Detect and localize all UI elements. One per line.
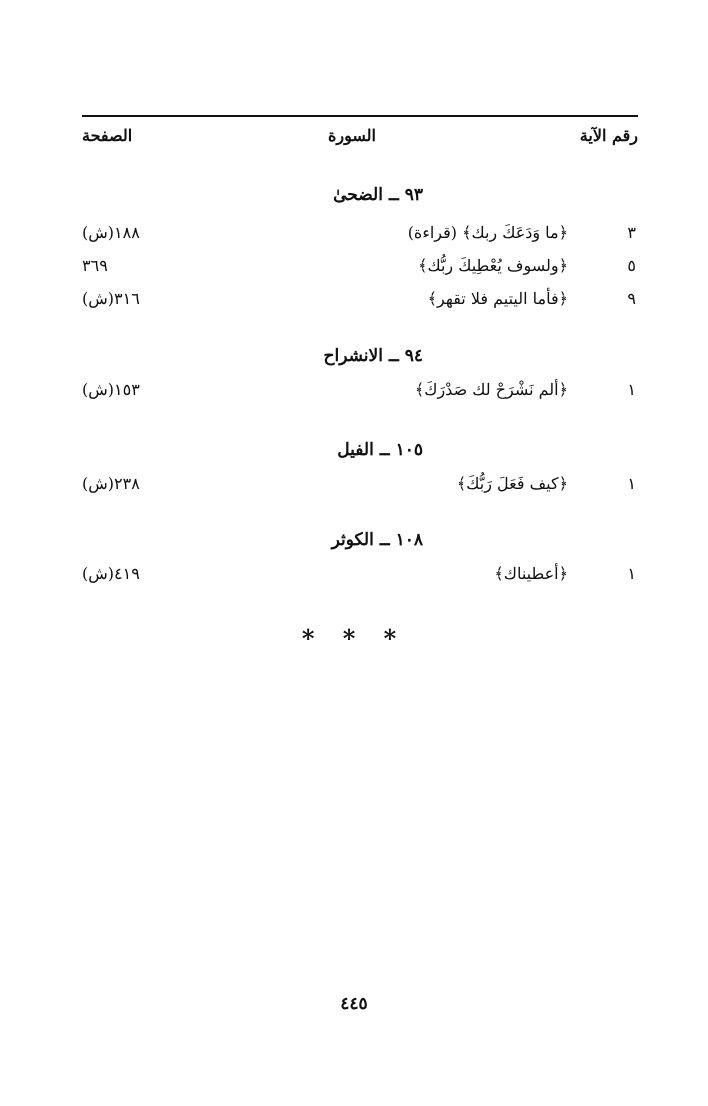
surah-title: ١٠٥ ــ الفيل bbox=[337, 440, 423, 460]
page-reference: ٣٦٩ bbox=[82, 256, 108, 275]
verse-text: ﴿كيف فَعَلَ رَبُّكَ﴾ bbox=[456, 474, 568, 493]
surah-title: ٩٤ ــ الانشراح bbox=[323, 346, 423, 366]
verse-number: ٣ bbox=[627, 223, 636, 242]
verse-number: ١ bbox=[627, 474, 636, 493]
section-separator: * * * bbox=[301, 624, 407, 653]
surah-title: ١٠٨ ــ الكوثر bbox=[331, 530, 423, 550]
list-item bbox=[82, 289, 638, 317]
surah-title: ٩٣ ــ الضحىٰ bbox=[333, 185, 423, 205]
page-number: ٤٤٥ bbox=[340, 994, 368, 1014]
page-reference: ١٨٨(ش) bbox=[82, 223, 140, 242]
page-reference: ٢٣٨(ش) bbox=[82, 474, 140, 493]
list-item bbox=[82, 474, 638, 502]
page-reference: ١٥٣(ش) bbox=[82, 380, 140, 399]
header-page: الصفحة bbox=[82, 126, 133, 145]
verse-number: ١ bbox=[627, 564, 636, 583]
verse-number: ١ bbox=[627, 380, 636, 399]
verse-number: ٥ bbox=[627, 256, 636, 275]
verse-text: ﴿ولسوف يُعْطِيكَ ربُّك﴾ bbox=[418, 256, 568, 275]
page-reference: ٤١٩(ش) bbox=[82, 564, 140, 583]
list-item bbox=[82, 380, 638, 408]
verse-number: ٩ bbox=[627, 289, 636, 308]
verse-text: ﴿فأما اليتيم فلا تقهر﴾ bbox=[427, 289, 568, 308]
verse-text: ﴿أعطيناك﴾ bbox=[494, 564, 568, 583]
list-item bbox=[82, 223, 638, 251]
list-item bbox=[82, 256, 638, 284]
top-rule bbox=[82, 115, 638, 117]
page-reference: ٣١٦(ش) bbox=[82, 289, 140, 308]
list-item bbox=[82, 564, 638, 592]
verse-text: ﴿ألم نَشْرَحْ لك صَدْرَكَ﴾ bbox=[414, 380, 568, 399]
verse-text: ﴿ما وَدَعَكَ ربك﴾ (قراءة) bbox=[407, 223, 568, 242]
header-verse-number: رقم الآية bbox=[579, 126, 638, 145]
table-header bbox=[82, 126, 638, 152]
header-surah: السورة bbox=[328, 126, 376, 145]
